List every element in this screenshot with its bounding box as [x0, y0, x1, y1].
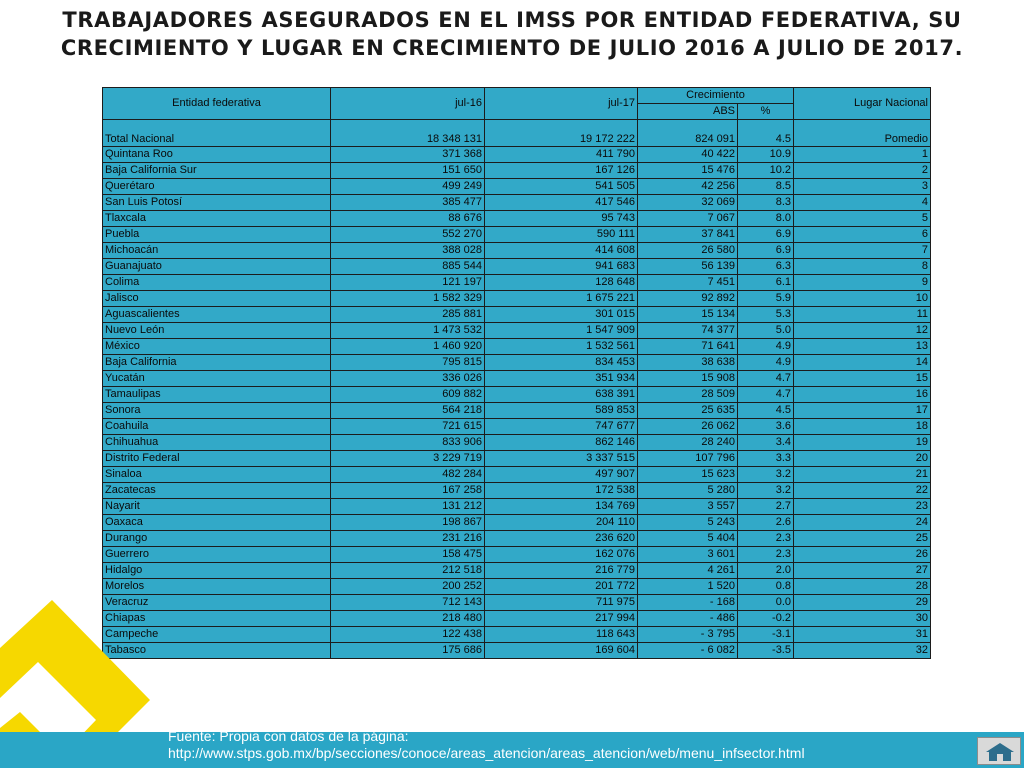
cell-pct: 4.5: [738, 403, 794, 419]
cell-lugar: 29: [794, 595, 931, 611]
table-row: [103, 611, 931, 627]
cell-jul16: 200 252: [331, 579, 485, 595]
cell-lugar: 6: [794, 227, 931, 243]
cell-entidad: Nayarit: [103, 499, 331, 515]
cell-lugar: 21: [794, 467, 931, 483]
cell-pct: 2.7: [738, 499, 794, 515]
cell-jul16: 1 460 920: [331, 339, 485, 355]
cell-pct: -3.1: [738, 627, 794, 643]
cell-entidad: Campeche: [103, 627, 331, 643]
cell-abs: - 168: [638, 595, 738, 611]
cell-abs: 32 069: [638, 195, 738, 211]
cell-jul17: 541 505: [485, 179, 638, 195]
cell-lugar: 32: [794, 643, 931, 659]
cell-jul17: 134 769: [485, 499, 638, 515]
cell-jul17: 3 337 515: [485, 451, 638, 467]
table-row: [103, 627, 931, 643]
table-row: [103, 195, 931, 211]
cell-jul17: 1 547 909: [485, 323, 638, 339]
cell-lugar: 3: [794, 179, 931, 195]
cell-jul17: 417 546: [485, 195, 638, 211]
cell-jul16: 3 229 719: [331, 451, 485, 467]
cell-pct: 8.0: [738, 211, 794, 227]
cell-jul16: 388 028: [331, 243, 485, 259]
cell-abs: 26 062: [638, 419, 738, 435]
header-row-1: [103, 88, 931, 104]
cell-pct: 3.6: [738, 419, 794, 435]
cell-pct: 6.1: [738, 275, 794, 291]
cell-jul17: 638 391: [485, 387, 638, 403]
cell-lugar: 18: [794, 419, 931, 435]
cell-pct: 4.7: [738, 371, 794, 387]
table-row: [103, 515, 931, 531]
header-abs: ABS: [638, 104, 738, 120]
cell-lugar: 14: [794, 355, 931, 371]
cell-entidad: Yucatán: [103, 371, 331, 387]
cell-jul16: 721 615: [331, 419, 485, 435]
cell-jul17: 216 779: [485, 563, 638, 579]
cell-abs: - 486: [638, 611, 738, 627]
cell-jul17: 301 015: [485, 307, 638, 323]
total-jul16: 18 348 131: [331, 120, 485, 147]
table-row: [103, 435, 931, 451]
cell-pct: 2.6: [738, 515, 794, 531]
cell-abs: 7 067: [638, 211, 738, 227]
cell-lugar: 30: [794, 611, 931, 627]
cell-entidad: San Luis Potosí: [103, 195, 331, 211]
cell-entidad: Jalisco: [103, 291, 331, 307]
cell-lugar: 4: [794, 195, 931, 211]
cell-pct: 4.9: [738, 339, 794, 355]
title-line-2: CRECIMIENTO Y LUGAR EN CRECIMIENTO DE JULIO 2016 A JULIO DE 2017.: [60, 36, 964, 60]
cell-pct: 3.2: [738, 483, 794, 499]
cell-abs: - 3 795: [638, 627, 738, 643]
cell-abs: 74 377: [638, 323, 738, 339]
table-row: [103, 595, 931, 611]
table-row: [103, 211, 931, 227]
cell-abs: 26 580: [638, 243, 738, 259]
cell-jul17: 590 111: [485, 227, 638, 243]
cell-pct: 6.9: [738, 243, 794, 259]
cell-pct: 10.2: [738, 163, 794, 179]
cell-pct: 10.9: [738, 147, 794, 163]
cell-abs: 42 256: [638, 179, 738, 195]
cell-pct: 4.9: [738, 355, 794, 371]
cell-jul17: 128 648: [485, 275, 638, 291]
table-row: [103, 531, 931, 547]
table-row: [103, 403, 931, 419]
cell-jul16: 131 212: [331, 499, 485, 515]
cell-pct: 8.3: [738, 195, 794, 211]
cell-entidad: México: [103, 339, 331, 355]
cell-jul17: 1 675 221: [485, 291, 638, 307]
cell-lugar: 22: [794, 483, 931, 499]
cell-entidad: Tabasco: [103, 643, 331, 659]
cell-jul17: 862 146: [485, 435, 638, 451]
cell-jul17: 1 532 561: [485, 339, 638, 355]
cell-entidad: Quintana Roo: [103, 147, 331, 163]
cell-jul16: 833 906: [331, 435, 485, 451]
cell-lugar: 24: [794, 515, 931, 531]
table-row: [103, 387, 931, 403]
table-row: [103, 579, 931, 595]
cell-jul17: 941 683: [485, 259, 638, 275]
cell-abs: 28 240: [638, 435, 738, 451]
cell-jul16: 121 197: [331, 275, 485, 291]
table-row: [103, 179, 931, 195]
cell-abs: 37 841: [638, 227, 738, 243]
cell-pct: 6.9: [738, 227, 794, 243]
cell-pct: -0.2: [738, 611, 794, 627]
cell-abs: 38 638: [638, 355, 738, 371]
cell-entidad: Zacatecas: [103, 483, 331, 499]
cell-jul17: 204 110: [485, 515, 638, 531]
cell-pct: 5.9: [738, 291, 794, 307]
total-jul17: 19 172 222: [485, 120, 638, 147]
cell-jul17: 236 620: [485, 531, 638, 547]
source-note: [168, 728, 868, 762]
cell-entidad: Chihuahua: [103, 435, 331, 451]
header-jul17: jul-17: [485, 88, 638, 120]
total-lugar: Pomedio: [794, 120, 931, 147]
cell-jul16: 336 026: [331, 371, 485, 387]
cell-entidad: Baja California: [103, 355, 331, 371]
cell-abs: 92 892: [638, 291, 738, 307]
cell-lugar: 1: [794, 147, 931, 163]
cell-lugar: 5: [794, 211, 931, 227]
table-row: [103, 227, 931, 243]
cell-jul16: 285 881: [331, 307, 485, 323]
table-row: [103, 355, 931, 371]
cell-jul16: 385 477: [331, 195, 485, 211]
cell-lugar: 8: [794, 259, 931, 275]
header-crecimiento: Crecimiento: [638, 88, 794, 104]
cell-lugar: 19: [794, 435, 931, 451]
cell-jul16: 175 686: [331, 643, 485, 659]
table-row: [103, 563, 931, 579]
cell-entidad: Morelos: [103, 579, 331, 595]
cell-lugar: 25: [794, 531, 931, 547]
cell-jul16: 371 368: [331, 147, 485, 163]
cell-jul17: 711 975: [485, 595, 638, 611]
cell-abs: 15 908: [638, 371, 738, 387]
cell-jul16: 158 475: [331, 547, 485, 563]
cell-jul16: 499 249: [331, 179, 485, 195]
cell-pct: 3.4: [738, 435, 794, 451]
cell-jul17: 172 538: [485, 483, 638, 499]
cell-pct: 0.8: [738, 579, 794, 595]
cell-pct: 5.3: [738, 307, 794, 323]
table-row: [103, 243, 931, 259]
table-row: [103, 643, 931, 659]
cell-entidad: Sonora: [103, 403, 331, 419]
header-lugar: Lugar Nacional: [794, 88, 931, 120]
header-jul16: jul-16: [331, 88, 485, 120]
cell-lugar: 20: [794, 451, 931, 467]
cell-pct: 2.0: [738, 563, 794, 579]
table-row: [103, 323, 931, 339]
cell-lugar: 12: [794, 323, 931, 339]
source-url[interactable]: http://www.stps.gob.mx/bp/secciones/conoce/areas_atencion/areas_atencion/web/menu_infsector.html: [168, 745, 805, 761]
cell-abs: 7 451: [638, 275, 738, 291]
table-row: [103, 291, 931, 307]
cell-entidad: Guanajuato: [103, 259, 331, 275]
cell-jul17: 351 934: [485, 371, 638, 387]
cell-abs: 3 601: [638, 547, 738, 563]
cell-entidad: Querétaro: [103, 179, 331, 195]
cell-jul16: 218 480: [331, 611, 485, 627]
cell-lugar: 10: [794, 291, 931, 307]
total-row: [103, 120, 931, 147]
cell-jul16: 151 650: [331, 163, 485, 179]
cell-jul16: 1 582 329: [331, 291, 485, 307]
cell-jul16: 885 544: [331, 259, 485, 275]
cell-jul17: 411 790: [485, 147, 638, 163]
total-abs: 824 091: [638, 120, 738, 147]
table-row: [103, 451, 931, 467]
table-row: [103, 483, 931, 499]
cell-jul17: 169 604: [485, 643, 638, 659]
header-pct: %: [738, 104, 794, 120]
cell-pct: 0.0: [738, 595, 794, 611]
insured-workers-table: [102, 87, 931, 659]
table-row: [103, 259, 931, 275]
cell-lugar: 2: [794, 163, 931, 179]
cell-lugar: 16: [794, 387, 931, 403]
cell-jul16: 1 473 532: [331, 323, 485, 339]
cell-jul16: 609 882: [331, 387, 485, 403]
cell-entidad: Coahuila: [103, 419, 331, 435]
cell-jul16: 712 143: [331, 595, 485, 611]
cell-abs: 15 623: [638, 467, 738, 483]
cell-jul16: 552 270: [331, 227, 485, 243]
cell-entidad: Nuevo León: [103, 323, 331, 339]
total-entidad: Total Nacional: [103, 120, 331, 147]
cell-entidad: Michoacán: [103, 243, 331, 259]
cell-jul17: 834 453: [485, 355, 638, 371]
cell-entidad: Puebla: [103, 227, 331, 243]
cell-pct: 6.3: [738, 259, 794, 275]
table-row: [103, 499, 931, 515]
cell-abs: 5 404: [638, 531, 738, 547]
home-icon: [984, 742, 1016, 762]
table-row: [103, 467, 931, 483]
cell-jul16: 231 216: [331, 531, 485, 547]
cell-entidad: Durango: [103, 531, 331, 547]
cell-jul17: 201 772: [485, 579, 638, 595]
cell-entidad: Hidalgo: [103, 563, 331, 579]
cell-jul16: 122 438: [331, 627, 485, 643]
cell-lugar: 13: [794, 339, 931, 355]
cell-lugar: 7: [794, 243, 931, 259]
cell-abs: 71 641: [638, 339, 738, 355]
cell-jul17: 162 076: [485, 547, 638, 563]
cell-lugar: 26: [794, 547, 931, 563]
cell-jul16: 482 284: [331, 467, 485, 483]
cell-abs: 56 139: [638, 259, 738, 275]
cell-jul17: 95 743: [485, 211, 638, 227]
cell-jul16: 564 218: [331, 403, 485, 419]
cell-pct: 5.0: [738, 323, 794, 339]
cell-lugar: 17: [794, 403, 931, 419]
cell-abs: 4 261: [638, 563, 738, 579]
cell-jul16: 795 815: [331, 355, 485, 371]
cell-jul17: 414 608: [485, 243, 638, 259]
cell-jul17: 497 907: [485, 467, 638, 483]
cell-abs: 5 243: [638, 515, 738, 531]
cell-entidad: Colima: [103, 275, 331, 291]
cell-abs: 15 134: [638, 307, 738, 323]
cell-jul16: 198 867: [331, 515, 485, 531]
cell-entidad: Aguascalientes: [103, 307, 331, 323]
cell-abs: 25 635: [638, 403, 738, 419]
table-row: [103, 307, 931, 323]
cell-lugar: 15: [794, 371, 931, 387]
table-row: [103, 547, 931, 563]
table-row: [103, 419, 931, 435]
cell-jul17: 747 677: [485, 419, 638, 435]
cell-jul17: 589 853: [485, 403, 638, 419]
title-line-1: TRABAJADORES ASEGURADOS EN EL IMSS POR ENTIDAD FEDERATIVA, SU: [62, 8, 962, 32]
cell-abs: 5 280: [638, 483, 738, 499]
cell-jul16: 88 676: [331, 211, 485, 227]
cell-entidad: Oaxaca: [103, 515, 331, 531]
cell-abs: 1 520: [638, 579, 738, 595]
table-row: [103, 275, 931, 291]
cell-entidad: Baja California Sur: [103, 163, 331, 179]
cell-lugar: 28: [794, 579, 931, 595]
cell-lugar: 11: [794, 307, 931, 323]
cell-lugar: 9: [794, 275, 931, 291]
cell-entidad: Chiapas: [103, 611, 331, 627]
table-row: [103, 339, 931, 355]
cell-abs: 107 796: [638, 451, 738, 467]
header-entidad: Entidad federativa: [103, 88, 331, 120]
cell-jul16: 167 258: [331, 483, 485, 499]
cell-pct: 8.5: [738, 179, 794, 195]
cell-abs: 3 557: [638, 499, 738, 515]
cell-pct: 2.3: [738, 547, 794, 563]
cell-lugar: 23: [794, 499, 931, 515]
cell-jul16: 212 518: [331, 563, 485, 579]
cell-lugar: 27: [794, 563, 931, 579]
cell-entidad: Guerrero: [103, 547, 331, 563]
cell-pct: 3.3: [738, 451, 794, 467]
cell-abs: 28 509: [638, 387, 738, 403]
cell-pct: 2.3: [738, 531, 794, 547]
cell-entidad: Distrito Federal: [103, 451, 331, 467]
table-row: [103, 371, 931, 387]
table-row: [103, 147, 931, 163]
cell-entidad: Sinaloa: [103, 467, 331, 483]
cell-pct: 3.2: [738, 467, 794, 483]
cell-pct: -3.5: [738, 643, 794, 659]
table-row: [103, 163, 931, 179]
cell-lugar: 31: [794, 627, 931, 643]
cell-abs: 15 476: [638, 163, 738, 179]
total-pct: 4.5: [738, 120, 794, 147]
cell-jul17: 167 126: [485, 163, 638, 179]
cell-abs: - 6 082: [638, 643, 738, 659]
cell-entidad: Tlaxcala: [103, 211, 331, 227]
source-line-1: Fuente: Propia con datos de la página:: [168, 728, 409, 744]
home-button[interactable]: [977, 737, 1021, 765]
cell-entidad: Veracruz: [103, 595, 331, 611]
cell-abs: 40 422: [638, 147, 738, 163]
cell-jul17: 118 643: [485, 627, 638, 643]
page-title: [0, 6, 1024, 62]
cell-jul17: 217 994: [485, 611, 638, 627]
cell-entidad: Tamaulipas: [103, 387, 331, 403]
cell-pct: 4.7: [738, 387, 794, 403]
